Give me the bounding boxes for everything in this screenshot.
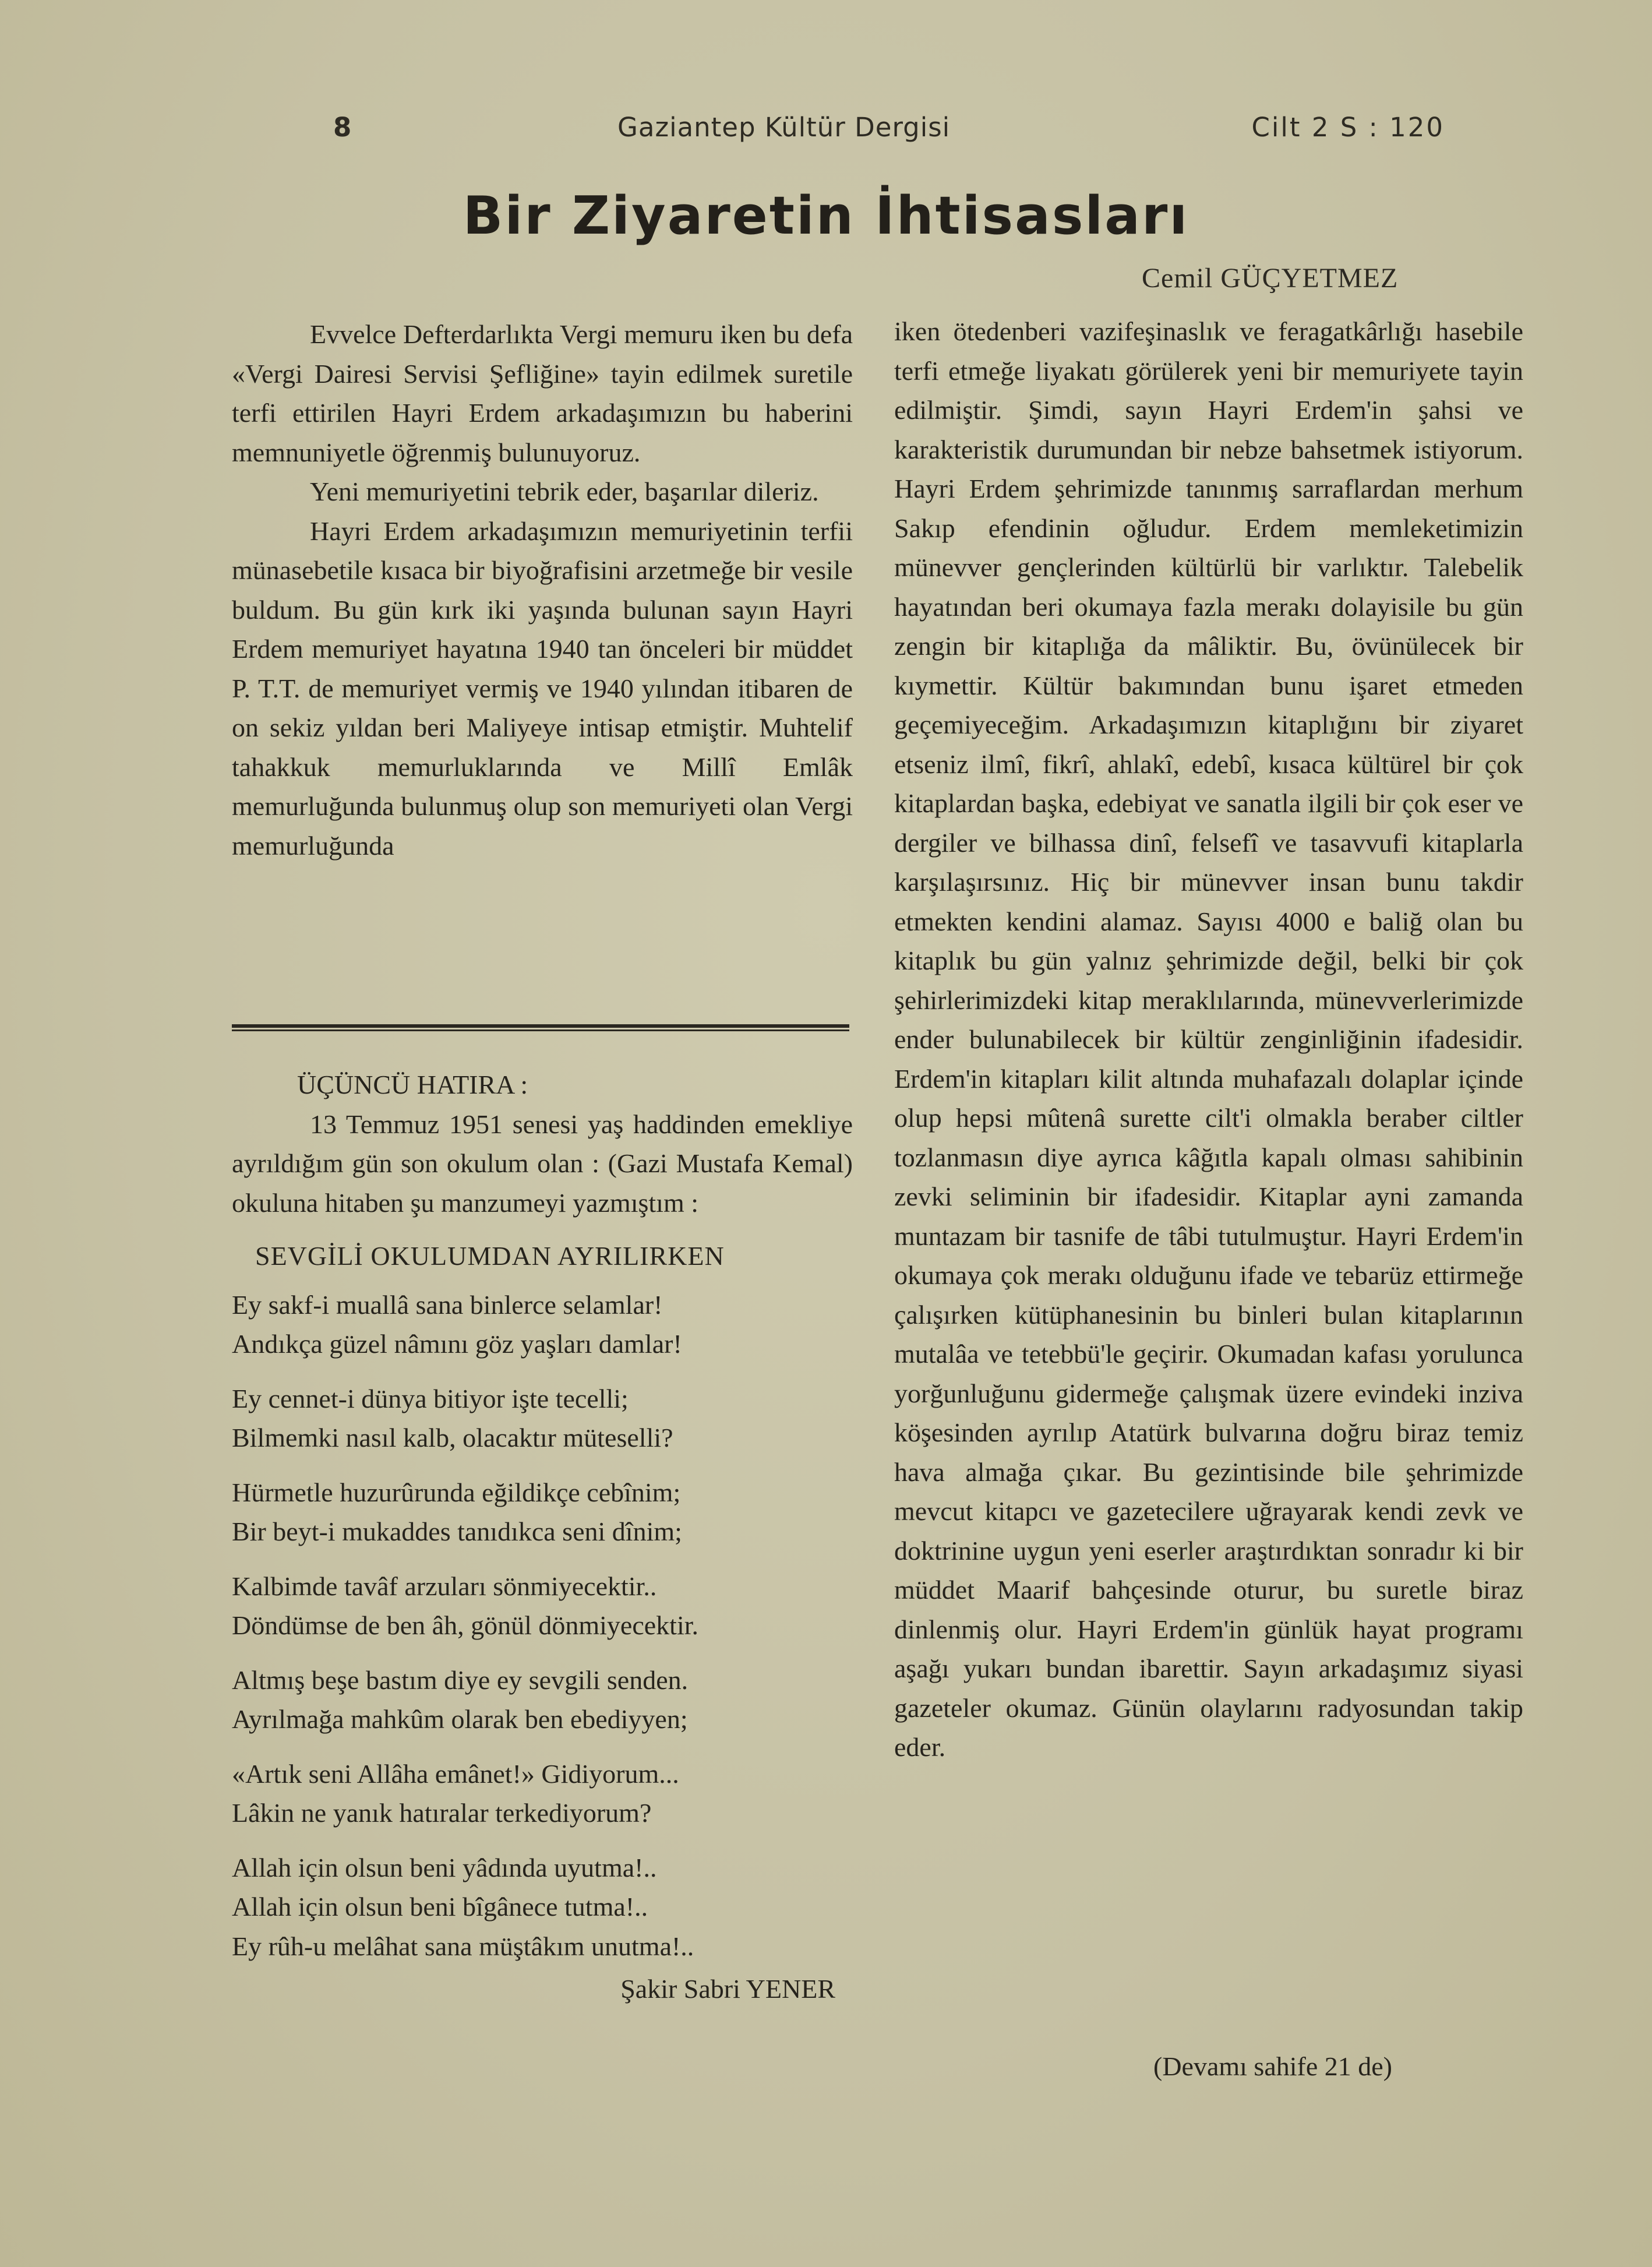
poem-line: Döndümse de ben âh, gönül dönmiyecektir. — [232, 1610, 699, 1640]
poem-line: Ey cennet-i dünya bitiyor işte tecelli; — [232, 1383, 629, 1413]
poem-stanza — [232, 1848, 853, 1966]
poem-stanza — [232, 1754, 853, 1833]
running-head — [326, 112, 1445, 153]
section-divider — [232, 1024, 849, 1031]
right-column-article — [894, 312, 1523, 1767]
page-number: 8 — [333, 112, 352, 143]
poem-line: Ayrılmağa mahkûm olarak ben ebediyyen; — [232, 1704, 688, 1734]
left-column-article — [232, 315, 853, 865]
poem-line: Lâkin ne yanık hatıralar terkediyorum? — [232, 1798, 652, 1828]
memory-heading: ÜÇÜNCÜ HATIRA : — [297, 1070, 528, 1099]
memory-section — [232, 1065, 853, 2009]
article-author: Cemil GÜÇYETMEZ — [1142, 263, 1399, 294]
poem-stanza — [232, 1379, 853, 1458]
journal-name: Gaziantep Kültür Dergisi — [617, 112, 951, 143]
article-paragraph: Hayri Erdem arkadaşımızın memuriyetinin terfii münasebetile kısaca bir biyoğrafisini arzetmeğe bir vesile buldum. Bu gün kırk iki yaşında bulunan sayın Hayri Erdem memuriyet hayatına 1940 tan önceleri bir müddet P. T.T. de memuriyet vermiş ve 1940 yılından itibaren de on sekiz yıldan beri Maliyeye intisap etmiştir. Muhtelif tahakkuk memurluklarında ve Millî Emlâk memurluğunda bulunmuş olup son memuriyeti olan Vergi memurluğunda — [232, 516, 853, 861]
poem-signature: Şakir Sabri YENER — [620, 1974, 835, 2004]
poem-line: Ey rûh-u melâhat sana müştâkım unutma!.. — [232, 1931, 694, 1961]
poem-title: SEVGİLİ OKULUMDAN AYRILIRKEN — [255, 1241, 725, 1271]
poem-line: Andıkça güzel nâmını göz yaşları damlar! — [232, 1329, 682, 1359]
poem-line: Allah için olsun beni bîgânece tutma!.. — [232, 1892, 648, 1922]
poem-line: Bilmemki nasıl kalb, olacaktır müteselli? — [232, 1423, 673, 1452]
article-title: Bir Ziyaretin İhtisasları — [463, 185, 1189, 246]
poem-line: Allah için olsun beni yâdında uyutma!.. — [232, 1852, 657, 1882]
poem-line: Altmış beşe bastım diye ey sevgili senden. — [232, 1665, 689, 1695]
poem-stanza — [232, 1660, 853, 1739]
article-paragraph: iken ötedenberi vazifeşinaslık ve feragatkârlığı hasebile terfi etmeğe liyakatı görülerek yeni bir memuriyete tayin edilmiştir. Şimdi, sayın Hayri Erdem'in şahsi ve karakteristik durumundan bir nebze bahsetmek istiyorum. Hayri Erdem şehrimizde tanınmış sarraflardan merhum Sakıp efendinin oğludur. Erdem memleketimizin münevver gençlerinden kültürlü bir varlıktır. Talebelik hayatından beri okumaya fazla merakı dolayisile bu gün zengin bir kitaplığa da mâliktir. Bu, övünülecek bir kıymettir. Kültür bakımından bunu işaret etmeden geçemiyeceğim. Arkadaşımızın kitaplığını bir ziyaret etseniz ilmî, fikrî, ahlakî, edebî, kısaca kültürel bir çok kitaplardan başka, edebiyat ve sanatla ilgili bir çok eser ve dergiler ve bilhassa dinî, felsefî ve tasavvufi kitaplarla karşılaşırsınız. Hiç bir münevver insan bunu takdir etmekten kendini alamaz. Sayısı 4000 e baliğ olan bu kitaplık bu gün yalnız şehrimizde değil, belki bir çok şehirlerimizdeki kitap meraklılarında, münevverlerimizde ender bulunabilecek bir kültür zenginliğinin ifadesidir. Erdem'in kitapları kilit altında muhafazalı dolaplar içinde olup hepsi mûtenâ surette cilt'i olmakla beraber ciltler tozlanmasın diye ayrıca kâğıtla kapalı olması sahibinin zevki seliminin bir ifadesidir. Kitaplar ayni zamanda muntazam bir tasnife de tâbi tutulmuştur. Hayri Erdem'in okumaya çok merakı olduğunu ifade ve tebarüz ettirmeğe çalışırken kütüphanesinin bu binleri bulan kitaplarının mutalâa ve tetebbü'le geçirir. Okumadan kafası yorulunca yorğunluğunu gidermeğe çalışmak üzere evindeki inziva köşesinden ayrılıp Atatürk bulvarına doğru biraz temiz hava almağa çıkar. Bu gezintisinde bile şehrimizde mevcut kitapcı ve gazetecilere uğrayarak kendi zevk ve doktrinine uygun yeni eserler araştırdıktan sonradır ki bir müddet Maarif bahçesinde oturur, bu suretle biraz dinlenmiş olur. Hayri Erdem'in günlük hayat programı aşağı yukarı bundan ibarettir. Sayın arkadaşımız siyasi gazeteler okumaz. Günün olaylarını radyosundan takip eder. — [894, 316, 1523, 1762]
poem-line: Ey sakf-i muallâ sana binlerce selamlar! — [232, 1289, 663, 1320]
article-paragraph: Yeni memuriyetini tebrik eder, başarılar dileriz. — [310, 477, 819, 506]
poem-line: Bir beyt-i mukaddes tanıdıkca seni dînim; — [232, 1517, 682, 1546]
memory-intro: 13 Temmuz 1951 senesi yaş haddinden emekliye ayrıldığım gün son okulum olan : (Gazi Mustafa Kemal) okuluna hitaben şu manzumeyi yazmıştım : — [232, 1109, 853, 1218]
poem-line: Kalbimde tavâf arzuları sönmiyecektir.. — [232, 1571, 657, 1601]
poem-stanza — [232, 1285, 853, 1364]
poem-stanza — [232, 1567, 853, 1645]
poem-line: «Artık seni Allâha emânet!» Gidiyorum... — [232, 1758, 679, 1789]
article-paragraph: Evvelce Defterdarlıkta Vergi memuru iken bu defa «Vergi Dairesi Servisi Şefliğine» tayin edilmek suretile terfi ettirilen Hayri Erdem arkadaşımızın bu haberini memnuniyetle öğrenmiş bulunuyoruz. — [232, 319, 853, 467]
continued-note: (Devamı sahife 21 de) — [1153, 2051, 1393, 2081]
poem-line: Hürmetle huzurûrunda eğildikçe cebînim; — [232, 1477, 681, 1507]
volume-number: Cilt 2 S : 120 — [1251, 112, 1445, 143]
poem-stanza — [232, 1473, 853, 1552]
